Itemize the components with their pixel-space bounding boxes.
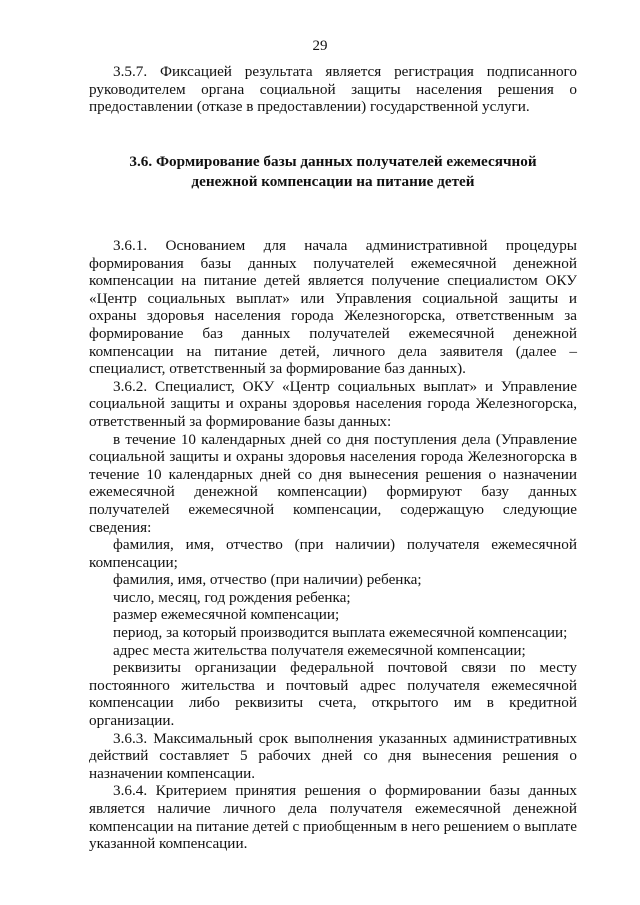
paragraph-3-6-3: 3.6.3. Максимальный срок выполнения указанных административных действий составляет 5 рабочих дней со дня вынесения решения о назначении компенсации. <box>89 729 577 782</box>
paragraph-3-6-1: 3.6.1. Основанием для начала административной процедуры формирования базы данных получателей ежемесячной денежной компенсации на питание детей является получение специалистом ОКУ «Центр социальных выплат» или Управления социальной защиты и охраны здоровья населения города Железногорска, ответственным за формирование баз данных получателей ежемесячной денежной компенсации на питание детей, личного дела заявителя (далее – специалист, ответственный за формирование баз данных). <box>89 237 577 378</box>
list-item-address: адрес места жительства получателя ежемесячной компенсации; <box>113 641 526 659</box>
list-item-recipient-name: фамилия, имя, отчество (при наличии) получателя ежемесячной компенсации; <box>89 536 577 571</box>
section-3-5-7 <box>89 63 577 116</box>
heading-line-2: денежной компенсации на питание детей <box>191 173 475 190</box>
paragraph-3-5-7: 3.5.7. Фиксацией результата является регистрация подписанного руководителем органа социальной защиты населения решения о предоставлении (отказе в предоставлении) государственной услуги. <box>89 63 577 116</box>
paragraph-3-6-4: 3.6.4. Критерием принятия решения о формировании базы данных является наличие личного дела получателя ежемесячной денежной компенсации на питание детей с приобщенным в него решением о выплате указанной компенсации. <box>89 782 577 853</box>
list-item-child-birthdate: число, месяц, год рождения ребенка; <box>113 588 351 606</box>
list-item-child-name: фамилия, имя, отчество (при наличии) ребенка; <box>113 571 422 589</box>
paragraph-3-6-2-a: в течение 10 календарных дней со дня поступления дела (Управление социальной защиты и охраны здоровья населения города Железногорска в течение 10 календарных дней со дня вынесения решения о назначении ежемесячной денежной компенсации) формируют базу данных получателей ежемесячной компенсации, содержащую следующие сведения: <box>89 430 577 536</box>
list-item-compensation-amount: размер ежемесячной компенсации; <box>113 606 340 624</box>
heading-line-1: 3.6. Формирование базы данных получателей ежемесячной <box>129 153 537 170</box>
list-item-payment-period: период, за который производится выплата ежемесячной компенсации; <box>113 624 568 642</box>
section-3-6-body <box>89 237 577 853</box>
section-heading-3-6 <box>89 152 577 192</box>
list-item-bank-details: реквизиты организации федеральной почтовой связи по месту постоянного жительства и почтовый адрес получателя ежемесячной компенсации либо реквизиты счета, открытого им в кредитной организации. <box>89 659 577 730</box>
paragraph-3-6-2: 3.6.2. Специалист, ОКУ «Центр социальных выплат» и Управление социальной защиты и охраны здоровья населения города Железногорска, ответственный за формирование базы данных: <box>89 377 577 430</box>
page-number: 29 <box>312 38 328 54</box>
